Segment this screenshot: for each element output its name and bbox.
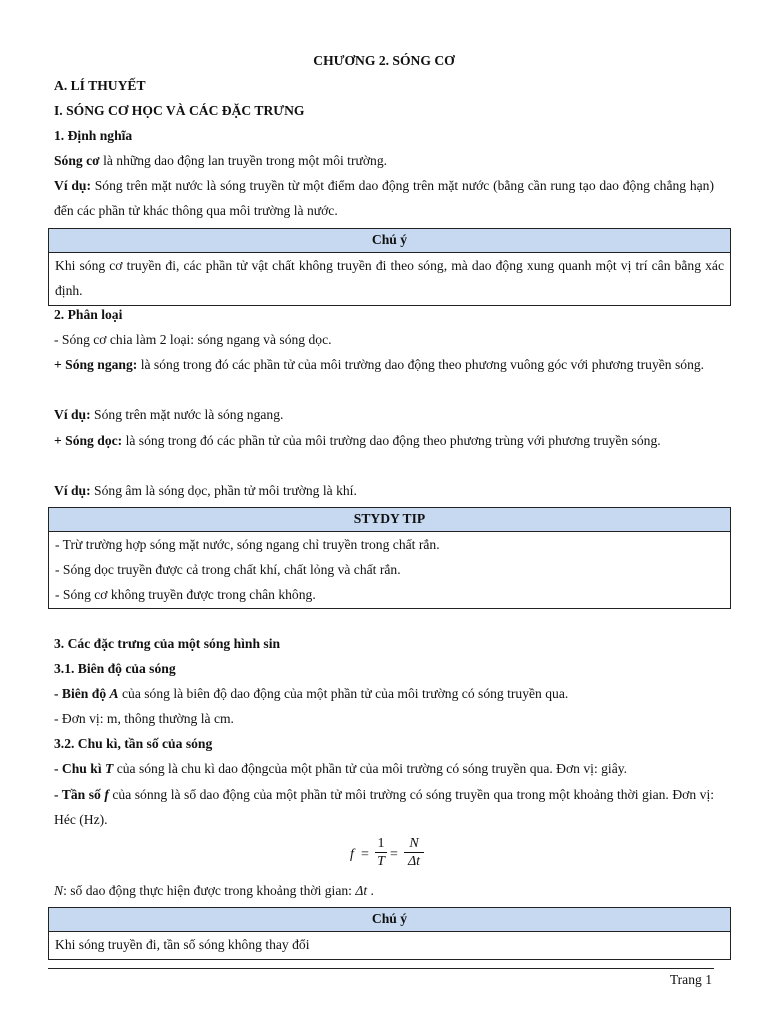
example-label: Ví dụ: bbox=[54, 178, 91, 193]
footer-divider bbox=[48, 968, 714, 969]
example-body: Sóng trên mặt nước là sóng ngang. bbox=[90, 407, 284, 422]
delta-t-symbol: Δt bbox=[355, 883, 368, 898]
note-box-2-text: Khi sóng truyền đi, tần số sóng không thay đổi bbox=[55, 937, 310, 952]
period-label: - Chu kì bbox=[54, 761, 105, 776]
fraction-numerator: N bbox=[409, 836, 419, 851]
frequency-symbol: f bbox=[104, 787, 109, 802]
period-symbol: T bbox=[105, 761, 114, 776]
example-label: Ví dụ: bbox=[54, 483, 91, 498]
longitudinal-label: + Sóng dọc: bbox=[54, 433, 123, 448]
amplitude-unit: - Đơn vị: m, thông thường là cm. bbox=[54, 711, 234, 726]
study-tip-box bbox=[48, 507, 731, 609]
longitudinal-body: là sóng trong đó các phần tử của môi trường dao động theo phương trùng với phương truyền sóng. bbox=[122, 433, 661, 448]
section-1-heading: I. SÓNG CƠ HỌC VÀ CÁC ĐẶC TRƯNG bbox=[54, 103, 305, 118]
definition-body: là những dao động lan truyền trong một môi trường. bbox=[99, 153, 388, 168]
fraction-denominator: Δt bbox=[407, 854, 421, 869]
n-body: : số dao động thực hiện được trong khoảng thời gian: bbox=[63, 883, 356, 898]
frequency-label: - Tần số bbox=[54, 787, 105, 802]
definition-text bbox=[54, 148, 714, 173]
longitudinal-wave-text bbox=[54, 428, 714, 453]
formula-equals: = bbox=[361, 847, 369, 862]
period-heading: 3.2. Chu kì, tần số của sóng bbox=[54, 736, 213, 751]
formula-fraction-2 bbox=[404, 836, 424, 870]
amplitude-symbol: A bbox=[109, 686, 119, 701]
transverse-wave-text bbox=[54, 352, 714, 377]
study-tip-title: STYDY TIP bbox=[49, 508, 730, 532]
transverse-label: + Sóng ngang: bbox=[54, 357, 138, 372]
study-tip-line: - Trừ trường hợp sóng mặt nước, sóng ngang chỉ truyền trong chất rắn. bbox=[55, 537, 440, 552]
definition-term: Sóng cơ bbox=[54, 153, 100, 168]
amplitude-text bbox=[54, 681, 714, 706]
amplitude-label: - Biên độ bbox=[54, 686, 110, 701]
study-tip-line: - Sóng dọc truyền được cả trong chất khí, chất lỏng và chất rắn. bbox=[55, 562, 401, 577]
page-number: Trang 1 bbox=[669, 972, 712, 987]
classify-heading: 2. Phân loại bbox=[54, 307, 123, 322]
fraction-denominator: T bbox=[377, 854, 385, 869]
transverse-example bbox=[54, 402, 714, 427]
period-body: của sóng là chu kì dao độngcủa một phần tử của môi trường có sóng truyền qua. Đơn vị: giây. bbox=[113, 761, 628, 776]
n-definition bbox=[54, 878, 714, 903]
formula-lhs: f bbox=[350, 847, 354, 862]
note-box-1-text: Khi sóng cơ truyền đi, các phần tử vật chất không truyền đi theo sóng, mà dao động xung quanh một vị trí cân bằng xác định. bbox=[55, 258, 724, 298]
chapter-title: CHƯƠNG 2. SÓNG CƠ bbox=[313, 53, 455, 68]
note-box-1 bbox=[48, 228, 731, 306]
frequency-text bbox=[54, 782, 714, 832]
fraction-numerator: 1 bbox=[377, 836, 385, 851]
note-box-2 bbox=[48, 907, 731, 960]
formula-fraction-1 bbox=[375, 836, 387, 870]
frequency-body: của sónng là số dao động của một phần tử môi trường có sóng truyền qua trong một khoảng thời gian. Đơn vị: Héc (Hz). bbox=[54, 787, 714, 827]
n-symbol: N bbox=[54, 883, 64, 898]
transverse-body: là sóng trong đó các phần tử của môi trường dao động theo phương vuông góc với phương truyền sóng. bbox=[137, 357, 705, 372]
n-end: . bbox=[367, 883, 374, 898]
example-body: Sóng trên mặt nước là sóng truyền từ một điểm dao động trên mặt nước (bằng cần rung tạo dao động chẳng hạn) đến các phần tử khác thông qua môi trường là nước. bbox=[54, 178, 714, 218]
study-tip-line: - Sóng cơ không truyền được trong chân không. bbox=[55, 587, 316, 602]
example-label: Ví dụ: bbox=[54, 407, 91, 422]
classify-intro: - Sóng cơ chia làm 2 loại: sóng ngang và sóng dọc. bbox=[54, 332, 332, 347]
note-box-1-title: Chú ý bbox=[49, 229, 730, 253]
note-box-2-title: Chú ý bbox=[49, 908, 730, 932]
period-text bbox=[54, 756, 714, 781]
definition-example bbox=[54, 173, 714, 223]
section-a-heading: A. LÍ THUYẾT bbox=[54, 78, 146, 93]
definition-heading: 1. Định nghĩa bbox=[54, 128, 133, 143]
example-body: Sóng âm là sóng dọc, phần tử môi trường là khí. bbox=[90, 483, 357, 498]
amplitude-body: của sóng là biên độ dao động của một phần tử của môi trường có sóng truyền qua. bbox=[118, 686, 569, 701]
formula-equals: = bbox=[390, 847, 398, 862]
frequency-formula bbox=[350, 836, 470, 876]
features-heading: 3. Các đặc trưng của một sóng hình sin bbox=[54, 636, 281, 651]
longitudinal-example bbox=[54, 478, 714, 503]
amplitude-heading: 3.1. Biên độ của sóng bbox=[54, 661, 176, 676]
